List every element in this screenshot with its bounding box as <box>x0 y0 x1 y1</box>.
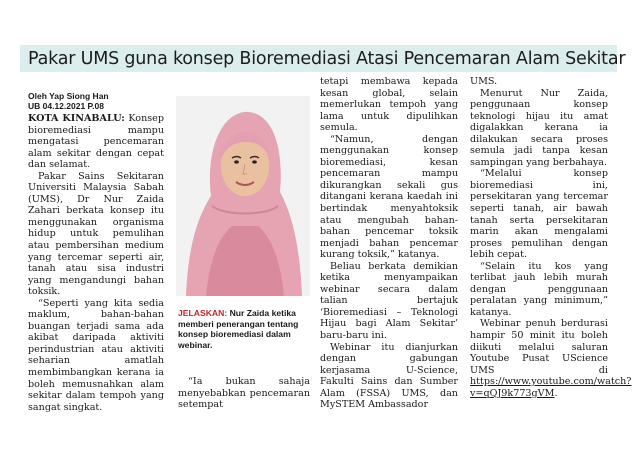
paragraph: Menurut Nur Zaida, penggunaan konsep teknologi hijau itu amat digalakkan kerana ia dilakukan secara proses semula jadi tanpa kesan sampingan yang berbahaya. <box>470 87 608 168</box>
paragraph: Beliau berkata demikian ketika menyampaikan webinar secara dalam talian bertajuk ‘Bioremediasi – Teknologi Hijau bagi Alam Sekitar’ baru-baru ini. <box>320 260 458 342</box>
lead-text: Konsep bioremediasi mampu mengatasi pencemaran alam sekitar dengan cepat dan selamat. <box>28 113 164 171</box>
portrait-illustration <box>176 96 310 296</box>
column-2 <box>178 376 310 411</box>
caption-label: JELASKAN: <box>178 308 228 318</box>
dateline: KOTA KINABALU: <box>28 113 125 124</box>
photo-caption <box>178 308 312 350</box>
paragraph: Pakar Sains Sekitaran Universiti Malaysia Sabah (UMS), Dr Nur Zaida Zahari berkata konsep itu menggunakan organisma hidup untuk pemulihan atau pembersihan medium yang tercemar seperti air, tanah atau sisa industri yang mengandungi bahan toksik. <box>28 170 164 298</box>
source-line: UB 04.12.2021 P.08 <box>28 101 104 111</box>
paragraph-text: Webinar penuh berdurasi hampir 50 minit itu boleh diikuti melalui saluran Youtube Pusat UScience UMS di <box>470 318 608 376</box>
caption-text: Nur Zaida ketika memberi penerangan tentang konsep bioremediasi dalam webinar. <box>178 308 299 350</box>
youtube-link[interactable]: https://www.youtube.com/watch?v=qQJ9k773gVM <box>470 376 632 399</box>
paragraph: “Selain itu kos yang terlibat jauh lebih murah dengan penggunaan peralatan yang minimum,” katanya. <box>470 260 608 318</box>
headline: Pakar UMS guna konsep Bioremediasi Atasi Pencemaran Alam Sekitar <box>28 49 626 69</box>
paragraph: tetapi membawa kepada kesan global, selain memerlukan tempoh yang lama untuk dipulihkan semula. <box>320 76 458 134</box>
paragraph: “Namun, dengan menggunakan konsep bioremediasi, kesan pencemaran mampu dikurangkan sekali gus ditangani kerana kaedah ini bertindak menyahtoksik atau mengubah bahan-bahan pencemar toksik menjadi bahan pencemar kurang toksik,” katanya. <box>320 133 458 261</box>
paragraph: “Melalui konsep bioremediasi ini, persekitaran yang tercemar seperti tanah, air bawah tanah serta persekitaran marin akan mengalami proses pemulihan dengan lebih cepat. <box>470 168 608 261</box>
paragraph: “Ia bukan sahaja menyebabkan pencemaran setempat <box>178 376 310 411</box>
paragraph: “Seperti yang kita sedia maklum, bahan-bahan buangan terjadi sama ada akibat daripada aktiviti perindustrian atau aktiviti seharian amatlah membimbangkan kerana ia boleh memusnahkan alam sekitar dalam tempoh yang sangat singkat. <box>28 297 164 413</box>
paragraph: UMS. <box>470 76 498 87</box>
byline: Oleh Yap Siong Han <box>28 91 109 101</box>
article-photo <box>176 96 310 296</box>
column-4 <box>470 76 632 399</box>
column-3 <box>320 76 458 411</box>
paragraph: Webinar itu dianjurkan dengan gabungan kerjasama U-Science, Fakulti Sains dan Sumber Alam (FSSA) UMS, dan MySTEM Ambassador <box>320 341 458 411</box>
column-1 <box>28 113 164 413</box>
paragraph <box>28 113 164 171</box>
paragraph <box>470 318 632 399</box>
paragraph-end: . <box>554 387 558 399</box>
